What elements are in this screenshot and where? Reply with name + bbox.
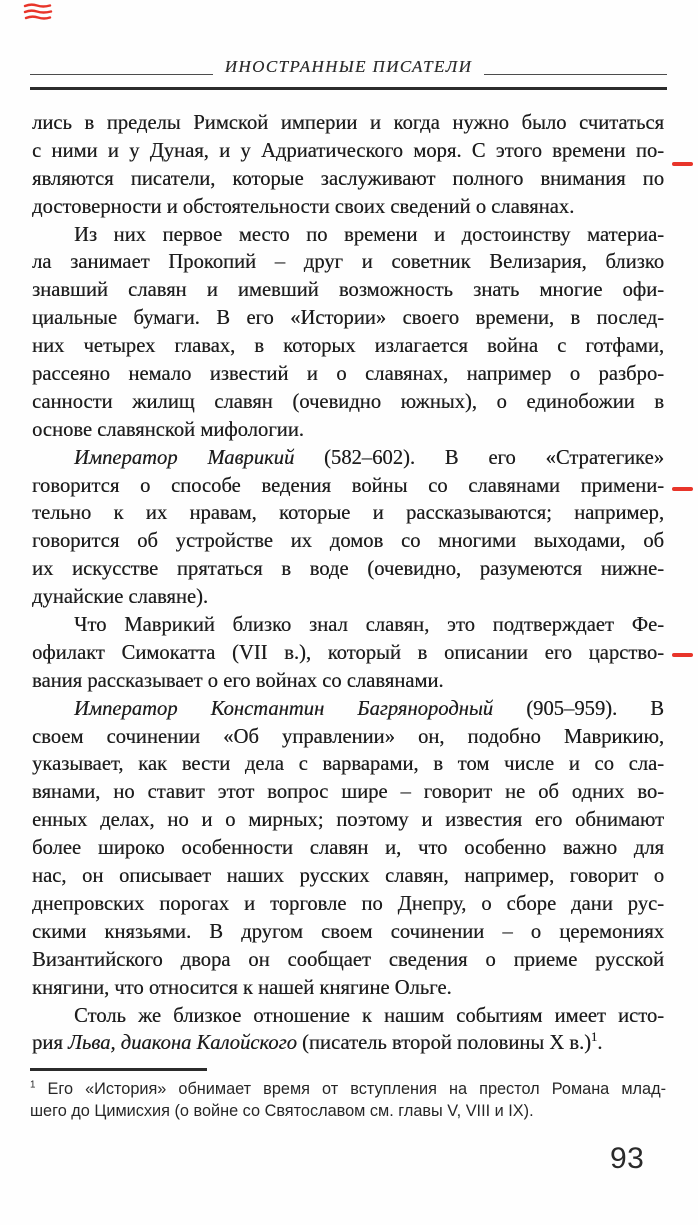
text-line bbox=[32, 500, 664, 528]
text-segment: (582–602). В его «Стратегике» bbox=[294, 446, 664, 469]
footnote bbox=[30, 1078, 666, 1122]
text-line bbox=[32, 110, 664, 138]
text-segment: днепровских порогах и торговле по Днепру, о сборе дани рус- bbox=[32, 892, 664, 915]
text-segment: рассеяно немало известий и о славянах, например о разбро- bbox=[32, 363, 664, 386]
text-segment: (905–959). В bbox=[493, 697, 664, 720]
text-line bbox=[30, 1078, 666, 1100]
text-segment: Византийского двора он сообщает сведения о приеме русской bbox=[32, 948, 664, 971]
text-segment: них четырех главах, в которых излагается война с готфами, bbox=[32, 335, 664, 358]
text-line bbox=[32, 333, 664, 361]
text-line bbox=[32, 919, 664, 947]
text-segment: Из них первое место по времени и достоинству материа- bbox=[74, 223, 664, 246]
text-line bbox=[32, 947, 664, 975]
text-line bbox=[32, 612, 664, 640]
text-segment: санности жилищ славян (очевидно южных), о единобожии в bbox=[32, 390, 664, 413]
running-head bbox=[30, 57, 667, 77]
text-line bbox=[32, 584, 664, 612]
header-baseline-rule-right bbox=[484, 72, 667, 75]
text-line bbox=[32, 389, 664, 417]
paragraph bbox=[32, 1003, 664, 1059]
text-segment: являются писатели, которые заслуживают полного внимания по bbox=[32, 167, 664, 190]
red-pen-dash-mark bbox=[672, 653, 693, 657]
text-line bbox=[32, 138, 664, 166]
text-line bbox=[32, 445, 664, 473]
text-segment: более широко особенности славян и, что особенно важно для bbox=[32, 837, 664, 860]
text-segment: вянами, но ставит этот вопрос шире – говорит не об одних во- bbox=[32, 781, 664, 804]
text-line bbox=[32, 305, 664, 333]
text-segment: своем сочинении «Об управлении» он, подобно Маврикию, bbox=[32, 725, 664, 748]
text-line bbox=[32, 249, 664, 277]
text-segment: Что Маврикий близко знал славян, это подтверждает Фе- bbox=[74, 614, 664, 637]
text-line bbox=[32, 277, 664, 305]
header-baseline-rule-left bbox=[30, 72, 213, 75]
text-segment: енных делах, но и о мирных; поэтому и известия его обнимают bbox=[32, 809, 664, 832]
text-line bbox=[32, 166, 664, 194]
text-line bbox=[32, 222, 664, 250]
text-segment: дунайские славяне). bbox=[32, 586, 209, 609]
text-segment: нас, он описывает наших русских славян, например, говорит о bbox=[32, 865, 664, 888]
text-segment: циальные бумаги. В его «Истории» своего времени, в послед- bbox=[32, 307, 664, 330]
page-title: ИНОСТРАННЫЕ ПИСАТЕЛИ bbox=[224, 57, 473, 76]
text-line bbox=[32, 473, 664, 501]
text-line bbox=[32, 975, 664, 1003]
text-line bbox=[32, 835, 664, 863]
text-segment: достоверности и обстоятельности своих сведений о славянах. bbox=[32, 195, 575, 218]
text-line bbox=[32, 194, 664, 222]
text-line bbox=[32, 807, 664, 835]
red-pen-scribble-mark bbox=[23, 2, 53, 22]
text-line bbox=[32, 891, 664, 919]
text-segment: Император Константин Багрянородный bbox=[74, 697, 494, 720]
header-divider-rule bbox=[30, 87, 667, 90]
text-segment: знавший славян и имевший возможность знать многие офи- bbox=[32, 279, 664, 302]
text-segment: говорится о способе ведения войны со славянами примени- bbox=[32, 474, 664, 497]
footnote-separator-rule bbox=[30, 1068, 207, 1071]
footnote-reference: 1 bbox=[30, 1079, 36, 1091]
text-line bbox=[32, 417, 664, 445]
text-segment: вания рассказывает о его войнах со славянами. bbox=[32, 669, 444, 692]
paragraph bbox=[32, 110, 664, 222]
text-line bbox=[32, 528, 664, 556]
text-line bbox=[30, 1100, 666, 1122]
red-pen-dash-mark bbox=[672, 162, 693, 166]
text-line bbox=[32, 779, 664, 807]
text-segment: Льва, диакона Калойского bbox=[67, 1032, 297, 1055]
footnote-reference: 1 bbox=[591, 1030, 598, 1045]
text-segment: указывает, как вести дела с варварами, в том числе и со сла- bbox=[32, 753, 664, 776]
text-line bbox=[32, 361, 664, 389]
text-line bbox=[32, 1030, 664, 1058]
text-segment: Его «История» обнимает время от вступления на престол Романа млад- bbox=[35, 1080, 666, 1098]
page-number: 93 bbox=[610, 1142, 645, 1175]
text-line bbox=[32, 1003, 664, 1031]
text-segment: их искусстве прятаться в воде (очевидно, разумеются нижне- bbox=[32, 558, 664, 581]
text-line bbox=[32, 556, 664, 584]
text-segment: ла занимает Прокопий – друг и советник Велизария, близко bbox=[32, 251, 664, 274]
red-pen-dash-mark bbox=[672, 487, 693, 491]
text-segment: шего до Цимисхия (о войне со Святославом см. главы V, VIII и IX). bbox=[30, 1102, 534, 1120]
text-segment: тельно к их нравам, которые и рассказываются; например, bbox=[32, 502, 664, 525]
text-segment: говорится об устройстве их домов со многими выходами, об bbox=[32, 530, 664, 553]
text-segment: основе славянской мифологии. bbox=[32, 418, 304, 441]
body-text-block bbox=[32, 110, 664, 1058]
text-line bbox=[32, 696, 664, 724]
text-segment: с ними и у Дуная, и у Адриатического моря. С этого времени по- bbox=[32, 139, 664, 162]
text-segment: Император Маврикий bbox=[74, 446, 295, 469]
text-line bbox=[32, 863, 664, 891]
text-segment: офилакт Симокатта (VII в.), который в описании его царство- bbox=[32, 641, 664, 664]
text-segment: . bbox=[597, 1032, 603, 1055]
paragraph bbox=[32, 222, 664, 445]
text-segment: лись в пределы Римской империи и когда нужно было считаться bbox=[32, 112, 664, 134]
text-line bbox=[32, 751, 664, 779]
text-segment: скими князьями. В другом своем сочинении – о церемониях bbox=[32, 920, 664, 943]
text-line bbox=[32, 668, 664, 696]
paragraph bbox=[32, 445, 664, 612]
paragraph bbox=[32, 696, 664, 1003]
text-line bbox=[32, 724, 664, 752]
paragraph bbox=[32, 612, 664, 696]
text-segment: (писатель второй половины X в.) bbox=[296, 1032, 592, 1055]
text-segment: Столь же близкое отношение к нашим событиям имеет исто- bbox=[74, 1004, 664, 1027]
text-segment: княгини, что относится к нашей княгине Ольге. bbox=[32, 976, 452, 999]
text-line bbox=[32, 640, 664, 668]
text-segment: рия bbox=[32, 1032, 68, 1055]
